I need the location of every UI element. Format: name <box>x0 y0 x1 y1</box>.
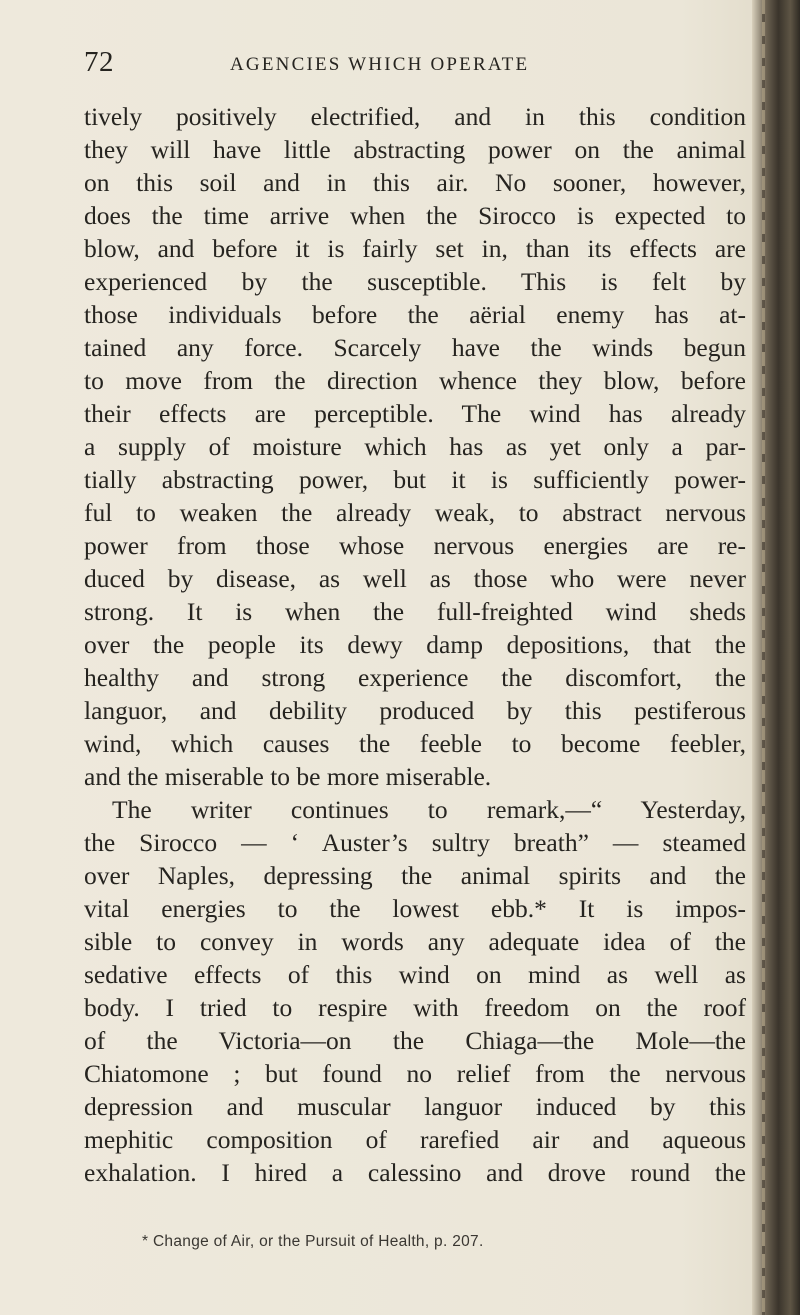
text-line: does the time arrive when the Sirocco is expected to <box>84 201 746 230</box>
text-line: those individuals before the aërial enemy has at- <box>84 300 746 329</box>
text-line: on this soil and in this air. No sooner, however, <box>84 168 746 197</box>
text-line: power from those whose nervous energies are re- <box>84 531 746 560</box>
text-line: strong. It is when the full-freighted wind sheds <box>84 597 746 626</box>
text-line: mephitic composition of rarefied air and aqueous <box>84 1125 746 1154</box>
text-line: body. I tried to respire with freedom on the roof <box>84 993 746 1022</box>
text-line: duced by disease, as well as those who were never <box>84 564 746 593</box>
paragraph-end-line: and the miserable to be more miserable. <box>84 762 492 791</box>
text-line: their effects are perceptible. The wind has already <box>84 399 746 428</box>
text-line: wind, which causes the feeble to become feebler, <box>84 729 746 758</box>
text-line: ful to weaken the already weak, to abstract nervous <box>84 498 746 527</box>
text-line: to move from the direction whence they blow, before <box>84 366 746 395</box>
text-line: healthy and strong experience the discomfort, the <box>84 663 746 692</box>
body-text <box>84 100 746 1189</box>
text-line: a supply of moisture which has as yet only a par- <box>84 432 746 461</box>
text-line: Chiatomone ; but found no relief from the nervous <box>84 1059 746 1088</box>
text-line: over Naples, depressing the animal spirits and the <box>84 861 746 890</box>
text-line: vital energies to the lowest ebb.* It is impos- <box>84 894 746 923</box>
text-line: tially abstracting power, but it is sufficiently power- <box>84 465 746 494</box>
text-line: blow, and before it is fairly set in, than its effects are <box>84 234 746 263</box>
page-number: 72 <box>84 46 114 78</box>
paragraph-start-line: The writer continues to remark,—“ Yesterday, <box>112 795 746 824</box>
page-header <box>84 46 744 86</box>
text-line: the Sirocco — ‘ Auster’s sultry breath” — steamed <box>84 828 746 857</box>
text-line: they will have little abstracting power on the animal <box>84 135 746 164</box>
text-line: tained any force. Scarcely have the winds begun <box>84 333 746 362</box>
text-line: sible to convey in words any adequate idea of the <box>84 927 746 956</box>
footnote: * Change of Air, or the Pursuit of Health, p. 207. <box>142 1233 484 1250</box>
text-line: sedative effects of this wind on mind as well as <box>84 960 746 989</box>
text-line: tively positively electrified, and in this condition <box>84 102 746 131</box>
text-line: experienced by the susceptible. This is felt by <box>84 267 746 296</box>
text-line: over the people its dewy damp depositions, that the <box>84 630 746 659</box>
page-edge-shadow <box>752 0 800 1315</box>
text-line: exhalation. I hired a calessino and drove round the <box>84 1158 746 1187</box>
running-head: AGENCIES WHICH OPERATE <box>230 54 530 75</box>
text-line: depression and muscular languor induced by this <box>84 1092 746 1121</box>
text-line: of the Victoria—on the Chiaga—the Mole—the <box>84 1026 746 1055</box>
text-line: languor, and debility produced by this pestiferous <box>84 696 746 725</box>
